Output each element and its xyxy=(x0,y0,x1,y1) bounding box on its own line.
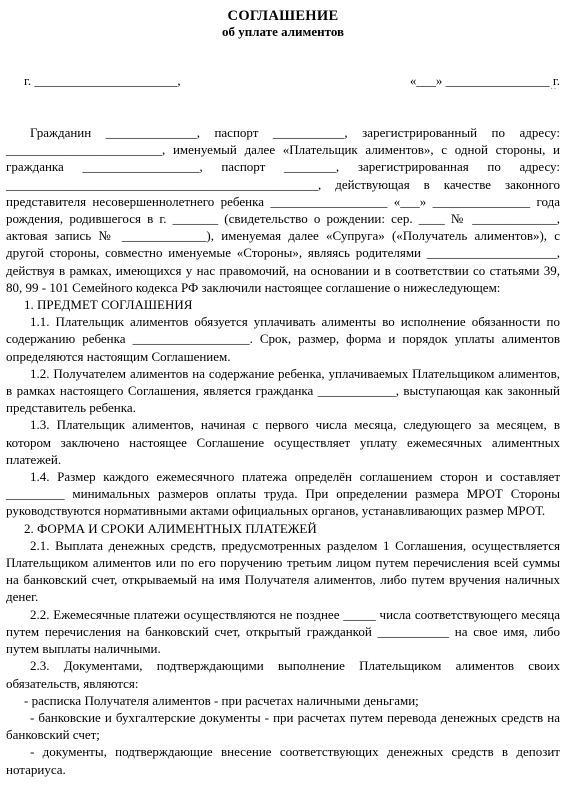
section-heading-subject: 1. ПРЕДМЕТ СОГЛАШЕНИЯ xyxy=(24,297,193,313)
list-item-bank-docs: - банковские и бухгалтерские документы - при расчетах путем перевода денежных средств на банковский счет; xyxy=(6,709,560,743)
clause-1-2: 1.2. Получателем алиментов на содержание ребенка, уплачиваемых Плательщиком алиментов, в рамках настоящего Соглашения, является гражданка ____________, выступающая как законный представитель ребенка. xyxy=(6,365,560,416)
document-subtitle: об уплате алиментов xyxy=(221,24,345,39)
date-field: «___» ________________ г. xyxy=(409,73,560,88)
clause-2-3: 2.3. Документами, подтверждающими выполнение Плательщиком алиментов своих обязательств, являются: xyxy=(6,658,560,691)
clause-1-4: 1.4. Размер каждого ежемесячного платежа определён соглашением сторон и составляет _________ минимальных размеров оплаты труда. При определении размера МРОТ Стороны руководствуются нормативными актами официальных органов, устанавливающих размер МРОТ. xyxy=(6,469,560,519)
clause-1-3: 1.3. Плательщик алиментов, начиная с первого числа месяца, следующего за месяцем, в котором заключено настоящее Соглашение осуществляет уплату ежемесячных алиментных платежей. xyxy=(6,417,560,467)
document-body xyxy=(6,124,560,778)
document-title: СОГЛАШЕНИЕ xyxy=(227,8,339,24)
preamble-paragraph: Гражданин ______________, паспорт ___________, зарегистрированный по адресу: ________________________, именуемый далее «Плательщик алиментов», с одной стороны, и гражданка __________________, паспорт ________, зарегистрированная по адресу: ________________________________________________, действующая в качестве законного представителя несовершеннолетнего ребенка __________________ «___» _______________ года рождения, родившегося в г. _______ (свидетельство о рождении: сер. ____ № _____________, актовая запись № _____________), именуемая далее «Супруга» («Получатель алиментов»), с другой стороны, совместно именуемые «Стороны», являясь родителями ____________________, действуя в рамках, имеющихся у нас правомочий, на основании и в соответствии со статьями 39, 80, 99 - 101 Семейного кодекса РФ заключили настоящее соглашение о нижеследующем: xyxy=(6,125,560,295)
list-item-notary-deposit: - документы, подтверждающие внесение соответствующих денежных средств в депозит нотариуса. xyxy=(6,744,560,777)
list-item-receipt: - расписка Получателя алиментов - при расчетах наличными деньгами; xyxy=(24,692,419,708)
place-date-line xyxy=(24,73,560,91)
section-heading-payments: 2. ФОРМА И СРОКИ АЛИМЕНТНЫХ ПЛАТЕЖЕЙ xyxy=(24,520,317,536)
margin-mark-icon: ˙˙ xyxy=(550,87,557,98)
clause-2-2: 2.2. Ежемесячные платежи осуществляются не позднее _____ числа соответствующего месяца путем перечисления на банковский счет, открытый гражданкой ___________ на свое имя, либо путем выплаты наличными. xyxy=(6,606,560,657)
clause-2-1: 2.1. Выплата денежных средств, предусмотренных разделом 1 Соглашения, осуществляется Плательщиком алиментов или по его поручению третьим лицом путем перечисления всей суммы на банковский счет, открываемый на имя Получателя алиментов, либо путем вручения наличных денег. xyxy=(6,537,560,605)
clause-1-1: 1.1. Плательщик алиментов обязуется уплачивать алименты во исполнение обязанности по содержанию ребенка __________________. Срок, размер, форма и порядок уплаты алиментов определяются настоящим Соглашением. xyxy=(6,314,560,364)
city-field: г. ______________________, xyxy=(24,73,181,88)
